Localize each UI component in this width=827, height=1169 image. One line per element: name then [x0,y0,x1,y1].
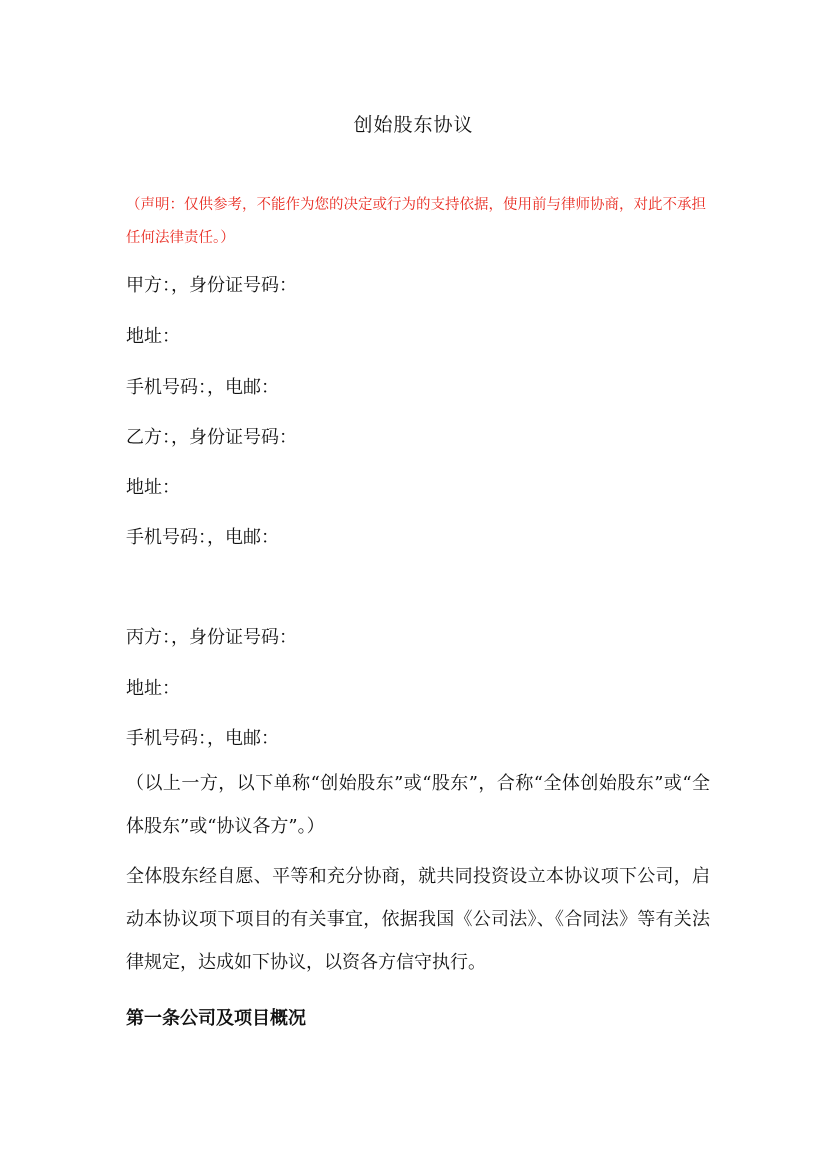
party-a-contact-line: 手机号码：，电邮： [126,377,279,398]
party-c-name-line: 丙方：，身份证号码： [126,627,297,648]
party-a-name-line: 甲方：，身份证号码： [126,275,297,296]
party-b-address-line: 地址： [126,477,180,498]
document-title: 创始股东协议 [353,114,474,136]
party-b-name-line: 乙方：，身份证号码： [126,427,297,448]
preamble-paragraph: 全体股东经自愿、平等和充分协商，就共同投资设立本协议项下公司，启动本协议项下项目的有关事宜，依据我国《公司法》、《合同法》等有关法律规定，达成如下协议，以资各方信守执行。 [126,866,710,973]
naming-note-paragraph: （以上一方，以下单称“创始股东”或“股东”，合称“全体创始股东”或“全体股东”或“协议各方”。） [126,773,710,837]
disclaimer-text: （声明：仅供参考，不能作为您的决定或行为的支持依据，使用前与律师协商，对此不承担任何法律责任。） [126,197,706,246]
party-c-contact-line: 手机号码：，电邮： [126,728,279,749]
party-a-address-line: 地址： [126,326,180,347]
party-b-contact-line: 手机号码：，电邮： [126,527,279,548]
party-c-address-line: 地址： [126,678,180,699]
article-1-heading: 第一条公司及项目概况 [126,1008,306,1029]
